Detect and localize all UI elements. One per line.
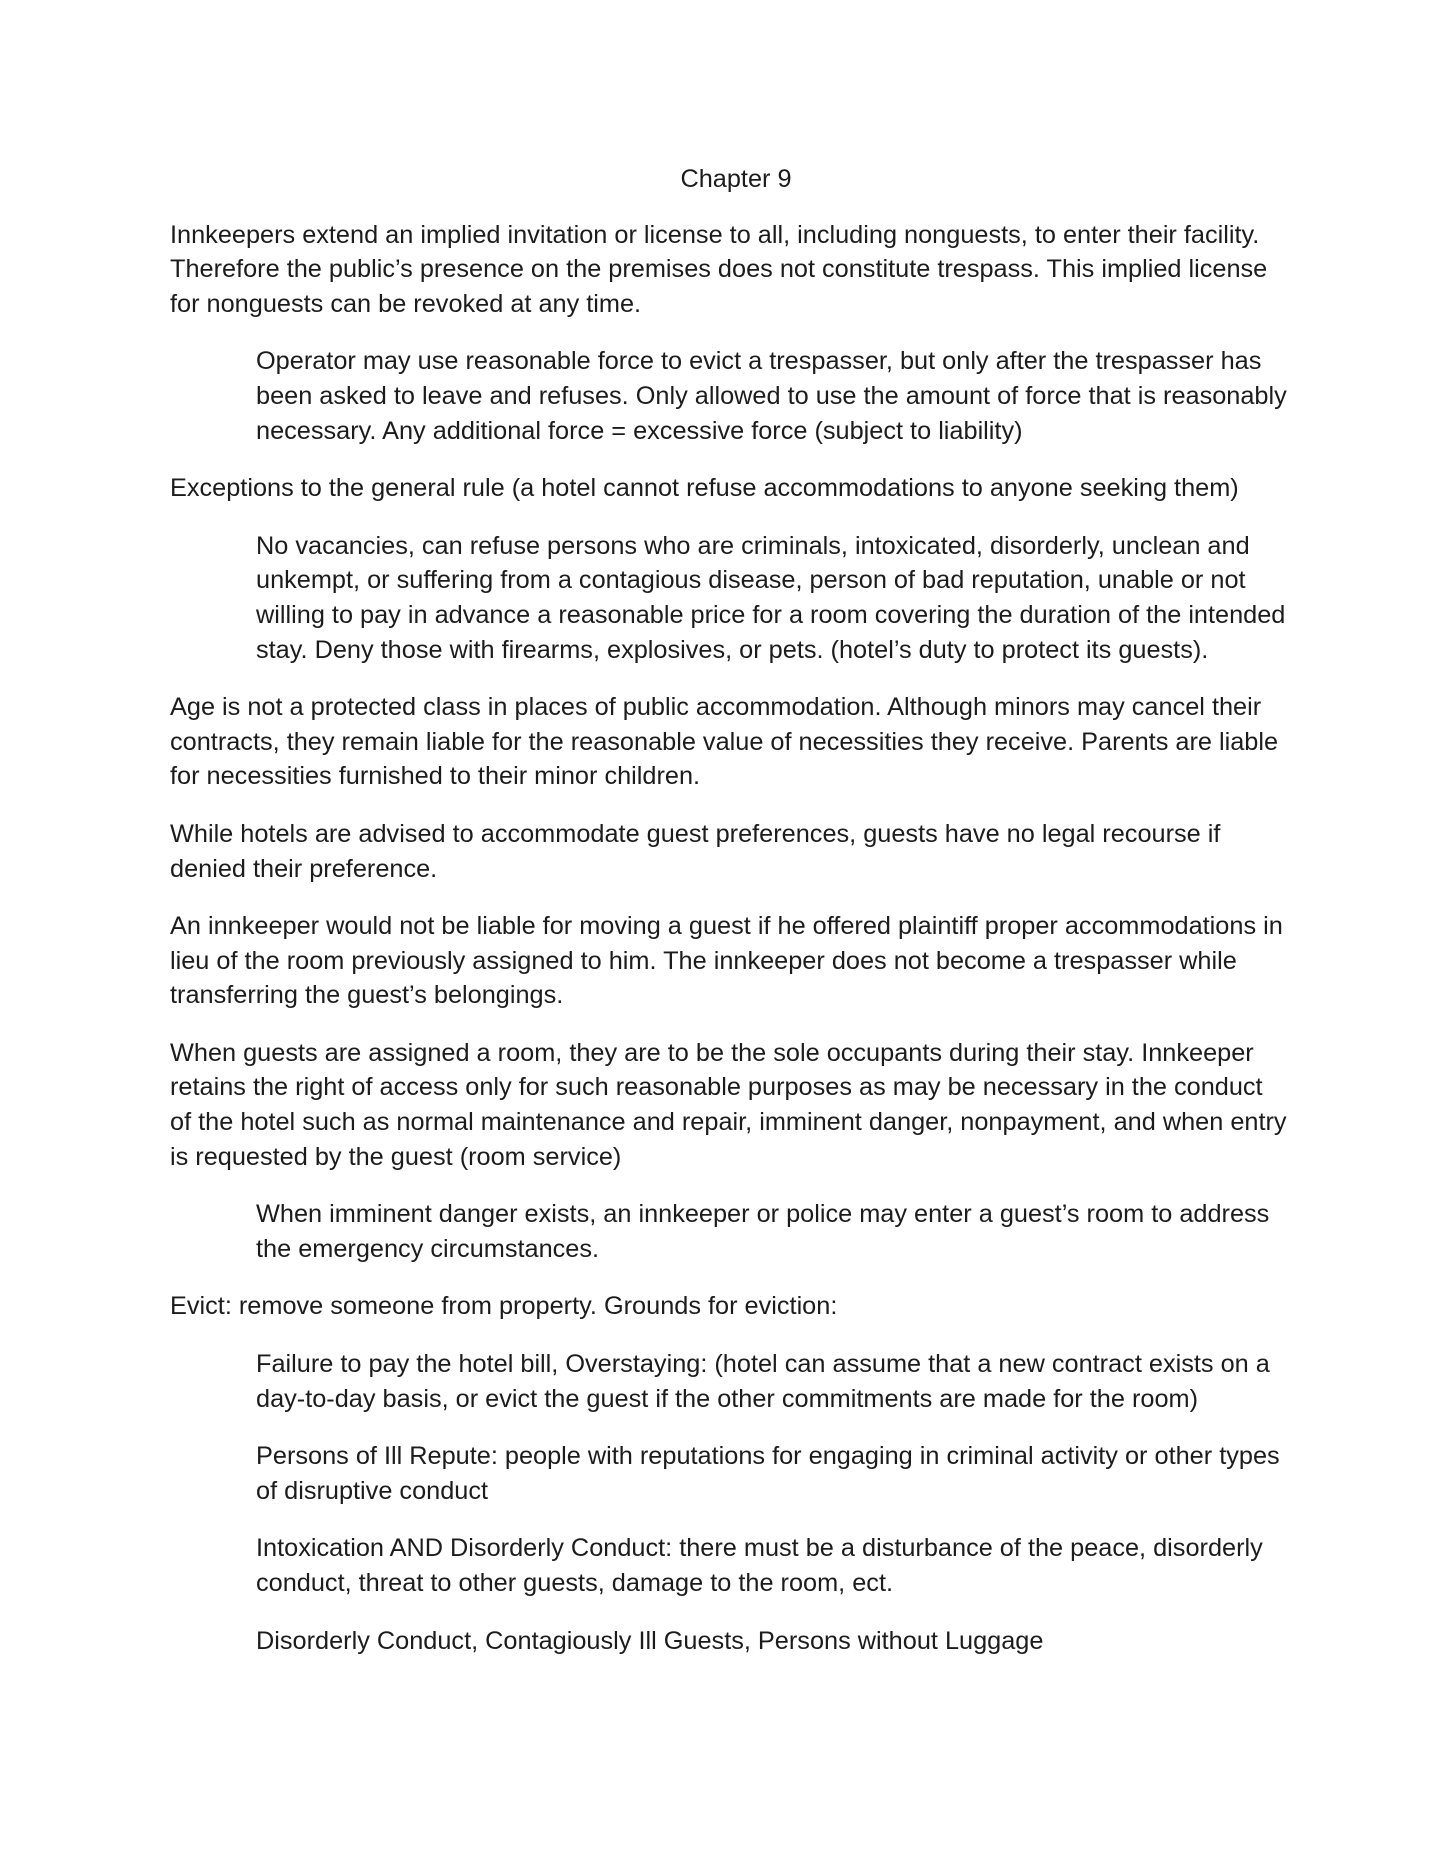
paragraph-age-minors: Age is not a protected class in places of public accommodation. Although minors may cancel their contracts, they remain liable for the reasonable value of necessities they receive. Parents are liable for necessities furnished to their minor children.	[170, 693, 1279, 791]
paragraph-imminent-danger: When imminent danger exists, an innkeeper or police may enter a guest’s room to address the emergency circumstances.	[256, 1200, 1270, 1263]
paragraph-refusal-grounds: No vacancies, can refuse persons who are criminals, intoxicated, disorderly, unclean and unkempt, or suffering from a contagious disease, person of bad reputation, unable or not willing to pay in advance a reasonable price for a room covering the duration of the intended stay. Deny those with firearms, explosives, or pets. (hotel’s duty to protect its guests).	[256, 531, 1286, 664]
document-page	[170, 162, 1288, 1681]
paragraph-reasonable-force: Operator may use reasonable force to evict a trespasser, but only after the trespasser has been asked to leave and refuses. Only allowed to use the amount of force that is reasonably necessary. Any additional force = excessive force (subject to liability)	[256, 347, 1287, 445]
paragraph-implied-license: Innkeepers extend an implied invitation or license to all, including nonguests, to enter their facility. Therefore the public’s presence on the premises does not constitute trespass. This implied license for nonguests can be revoked at any time.	[170, 220, 1268, 318]
paragraph-moving-guest: An innkeeper would not be liable for moving a guest if he offered plaintiff proper accommodations in lieu of the room previously assigned to him. The innkeeper does not become a trespasser while transferring the guest’s belongings.	[170, 912, 1283, 1010]
paragraph-exceptions-heading: Exceptions to the general rule (a hotel cannot refuse accommodations to anyone seeking them)	[170, 474, 1239, 503]
paragraph-intoxication: Intoxication AND Disorderly Conduct: there must be a disturbance of the peace, disorderly conduct, threat to other guests, damage to the room, ect.	[256, 1534, 1263, 1597]
paragraph-ill-repute: Persons of Ill Repute: people with reputations for engaging in criminal activity or other types of disruptive conduct	[256, 1442, 1280, 1505]
paragraph-sole-occupants: When guests are assigned a room, they are to be the sole occupants during their stay. Innkeeper retains the right of access only for such reasonable purposes as may be necessary in the conduct of the hotel such as normal maintenance and repair, imminent danger, nonpayment, and when entry is requested by the guest (room service)	[170, 1038, 1287, 1171]
paragraph-failure-to-pay: Failure to pay the hotel bill, Overstaying: (hotel can assume that a new contract exists on a day-to-day basis, or evict the guest if the other commitments are made for the room)	[256, 1350, 1270, 1413]
paragraph-other-grounds: Disorderly Conduct, Contagiously Ill Guests, Persons without Luggage	[256, 1626, 1044, 1655]
paragraph-guest-preferences: While hotels are advised to accommodate guest preferences, guests have no legal recourse if denied their preference.	[170, 819, 1221, 883]
paragraph-evict-heading: Evict: remove someone from property. Grounds for eviction:	[170, 1292, 838, 1321]
chapter-title: Chapter 9	[680, 165, 792, 193]
